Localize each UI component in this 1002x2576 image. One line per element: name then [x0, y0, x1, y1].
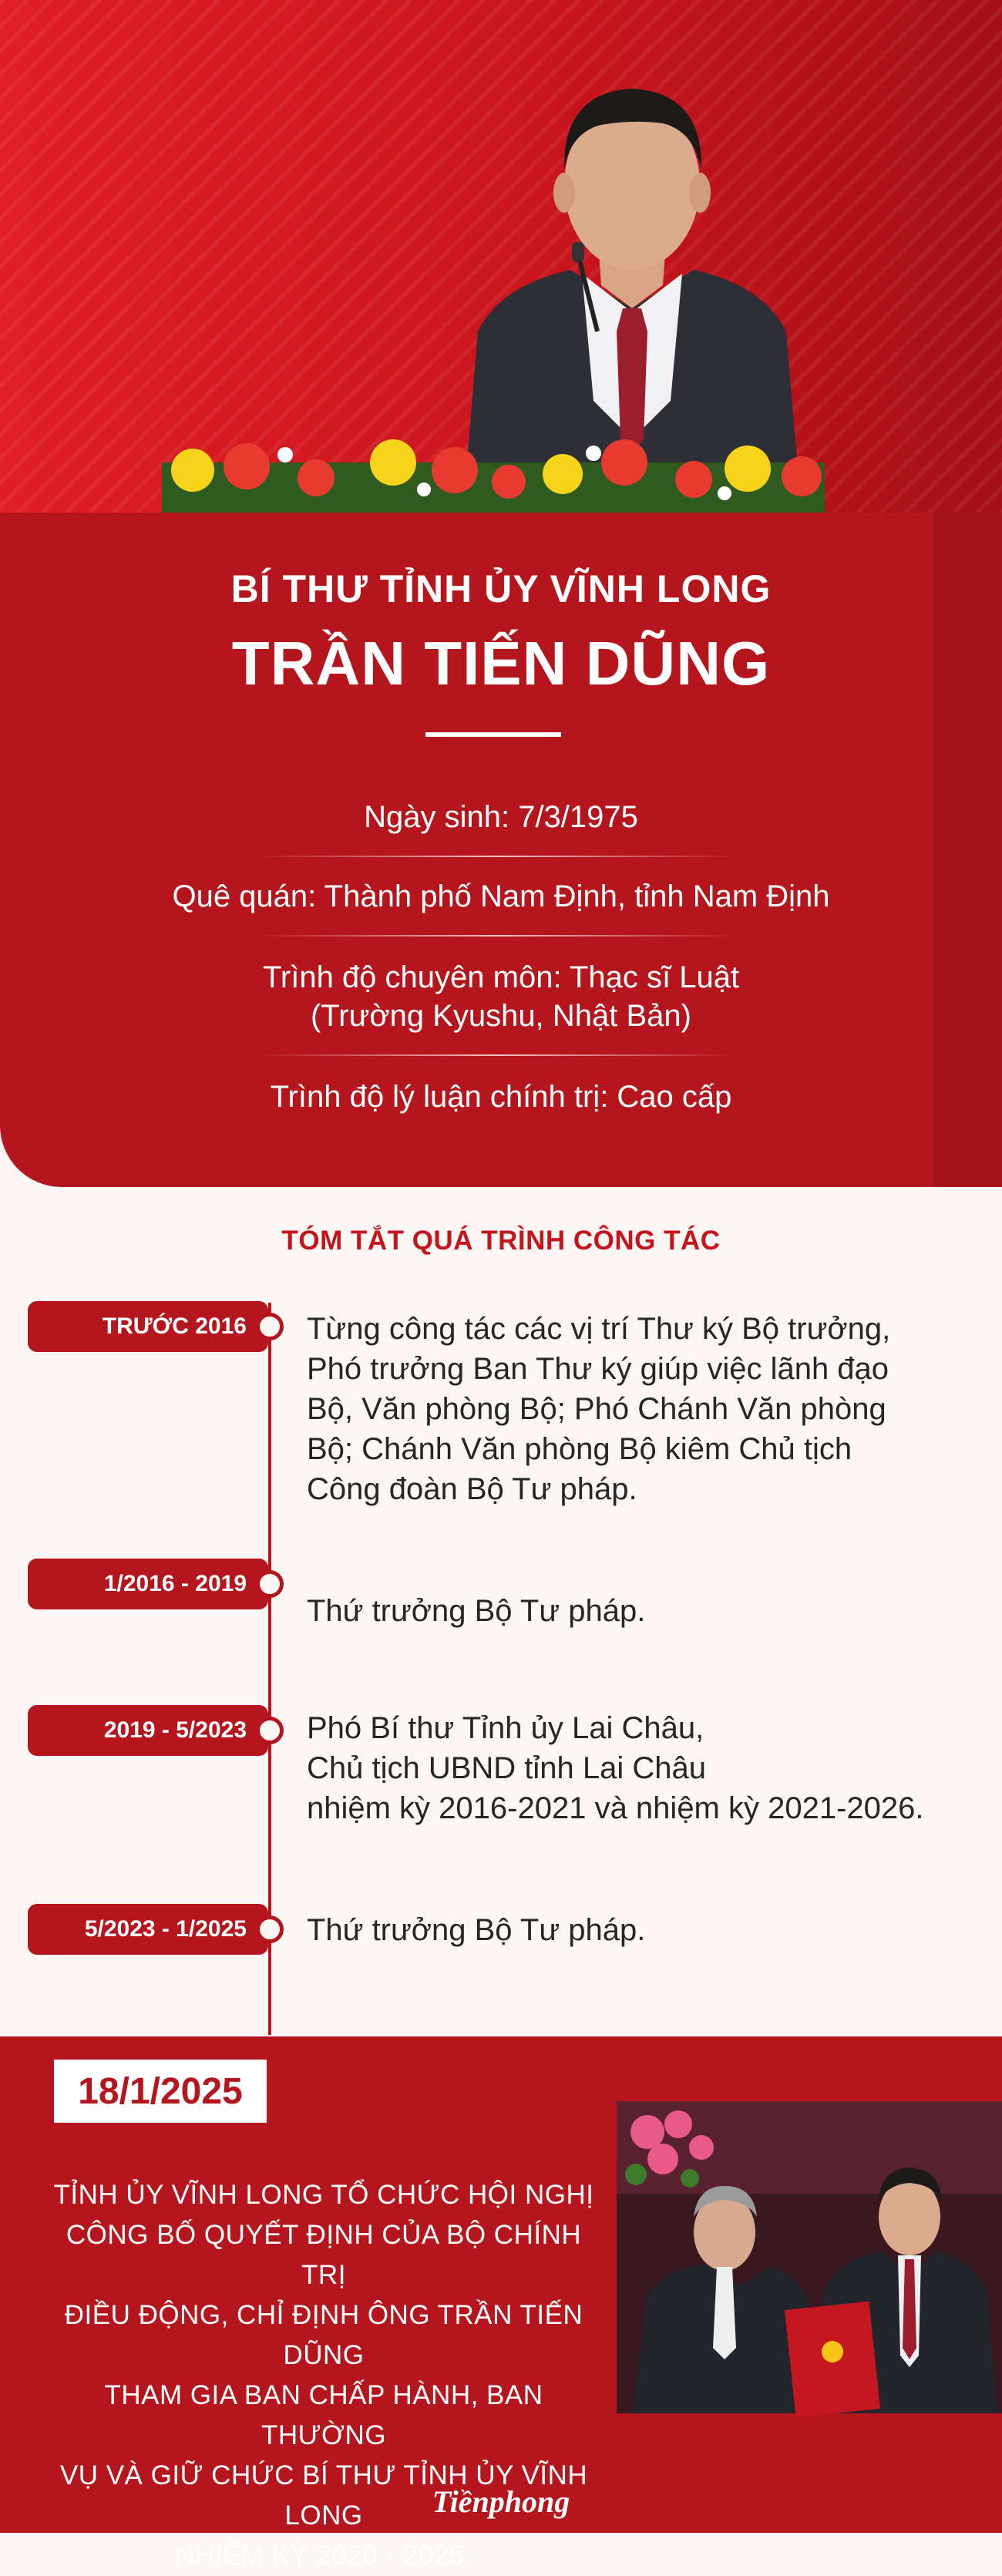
flower-decoration — [162, 409, 825, 524]
timeline-period — [28, 1904, 268, 1955]
news-section — [0, 2036, 1002, 2571]
political-level: Trình độ lý luận chính trị: Cao cấp — [270, 1080, 732, 1114]
hero-banner — [0, 0, 1002, 516]
hometown: Quê quán: Thành phố Nam Định, tỉnh Nam Định — [172, 879, 830, 913]
description-line: Bộ; Chánh Văn phòng Bộ kiêm Chủ tịch — [307, 1432, 852, 1466]
description-line: nhiệm kỳ 2016-2021 và nhiệm kỳ 2021-2026. — [307, 1791, 924, 1825]
description-line: Thứ trưởng Bộ Tư pháp. — [307, 1913, 646, 1947]
news-line: CÔNG BỐ QUYẾT ĐỊNH CỦA BỘ CHÍNH TRỊ — [66, 2220, 582, 2290]
period-label: TRƯỚC 2016 — [102, 1313, 247, 1339]
timeline-period — [28, 1559, 268, 1609]
news-line: THAM GIA BAN CHẤP HÀNH, BAN THƯỜNG — [104, 2380, 543, 2450]
description-line: Công đoàn Bộ Tư pháp. — [307, 1472, 637, 1506]
period-label: 2019 - 5/2023 — [103, 1717, 247, 1743]
timeline-dot — [256, 1717, 284, 1744]
profile-subtitle: BÍ THƯ TỈNH ỦY VĨNH LONG — [230, 567, 772, 610]
description-line: Phó trưởng Ban Thư ký giúp việc lãnh đạo — [307, 1352, 889, 1386]
timeline-description — [307, 1591, 985, 1631]
title-divider — [425, 732, 561, 737]
birth-date: Ngày sinh: 7/3/1975 — [364, 800, 638, 834]
info-divider — [254, 1054, 740, 1056]
period-label: 5/2023 - 1/2025 — [84, 1916, 247, 1942]
info-divider — [254, 935, 740, 937]
timeline-description — [307, 1708, 985, 1828]
education-line-2: (Trường Kyushu, Nhật Bản) — [311, 999, 691, 1033]
ceremony-illustration — [617, 2101, 1002, 2413]
education-line-1: Trình độ chuyên môn: Thạc sĩ Luật — [262, 960, 740, 994]
news-line: VỤ VÀ GIỮ CHỨC BÍ THƯ TỈNH ỦY VĨNH LONG — [59, 2460, 588, 2531]
timeline-dot — [256, 1915, 284, 1943]
event-date: 18/1/2025 — [54, 2060, 267, 2123]
timeline-dot — [256, 1313, 284, 1340]
profile-card — [0, 513, 1002, 1187]
description-line: Từng công tác các vị trí Thư ký Bộ trưởng, — [307, 1312, 891, 1346]
timeline-description — [307, 1910, 985, 1950]
description-line: Chủ tịch UBND tỉnh Lai Châu — [307, 1751, 707, 1785]
ceremony-photo — [617, 2101, 1002, 2413]
timeline-dot — [256, 1570, 284, 1598]
timeline-period — [28, 1301, 268, 1352]
tienphong-logo: Tiềnphong — [432, 2484, 570, 2519]
timeline-period — [28, 1705, 268, 1756]
description-line: Bộ, Văn phòng Bộ; Phó Chánh Văn phòng — [307, 1392, 886, 1426]
timeline-description — [307, 1309, 985, 1509]
news-line: TỈNH ỦY VĨNH LONG TỔ CHỨC HỘI NGHỊ — [53, 2180, 594, 2210]
period-label: 1/2016 - 2019 — [103, 1571, 247, 1596]
news-line: NHIỆM KỲ 2020 - 2025. — [175, 2541, 472, 2571]
profile-name: TRẦN TIẾN DŨNG — [231, 629, 771, 698]
description-line: Thứ trưởng Bộ Tư pháp. — [307, 1594, 646, 1628]
news-line: ĐIỀU ĐỘNG, CHỈ ĐỊNH ÔNG TRẦN TIẾN DŨNG — [64, 2300, 583, 2370]
description-line: Phó Bí thư Tỉnh ủy Lai Châu, — [307, 1711, 704, 1745]
timeline-heading: TÓM TẮT QUÁ TRÌNH CÔNG TÁC — [281, 1226, 721, 1256]
info-divider — [254, 856, 740, 857]
